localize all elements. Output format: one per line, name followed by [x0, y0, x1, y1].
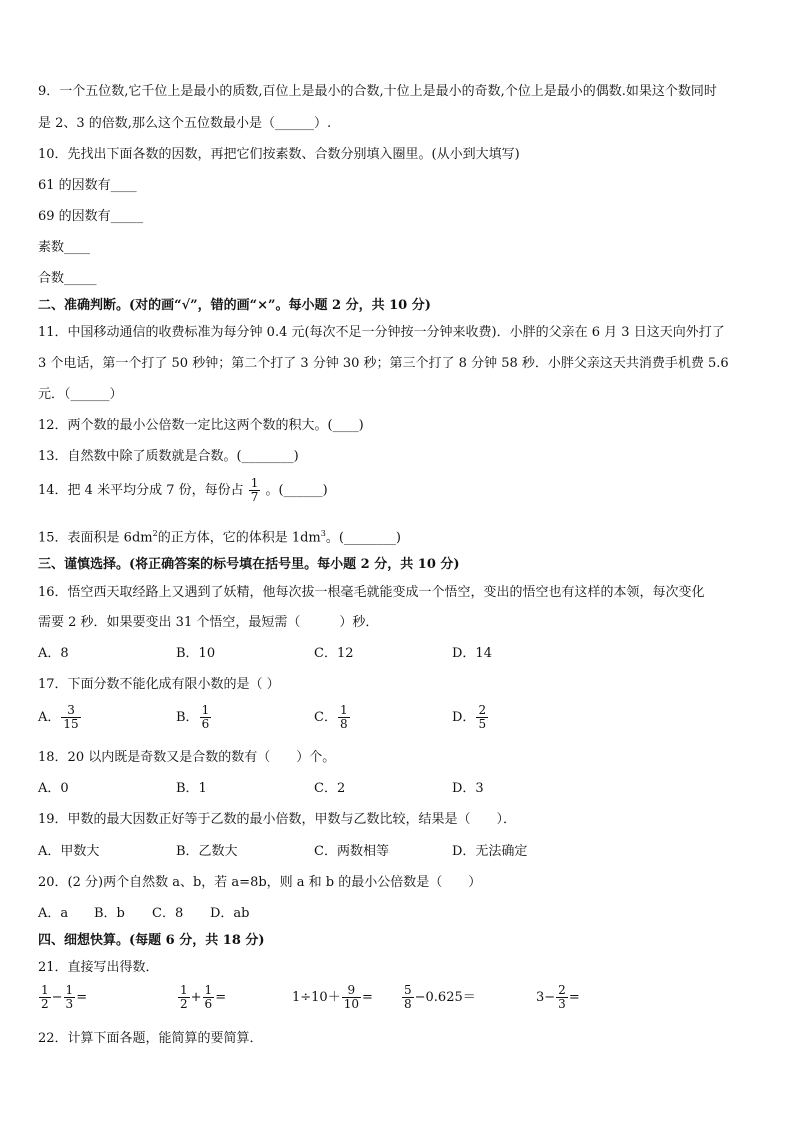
frac-num: 1 — [204, 983, 213, 997]
q21-e1-eq: = — [76, 990, 88, 1005]
q21-e1-op: − — [51, 990, 63, 1005]
frac-den: 3 — [65, 997, 74, 1011]
q19-option-d: D．无法确定 — [452, 844, 528, 859]
q14-frac-den: 7 — [250, 490, 259, 504]
q19-option-b: B．乙数大 — [176, 844, 238, 859]
q22-text: 22．计算下面各题，能简算的要简算． — [38, 1031, 263, 1046]
q16-line2: 需要 2 秒．如果要变出 31 个悟空，最短需（ ）秒． — [38, 615, 379, 630]
frac-num: 1 — [201, 703, 210, 717]
frac-den: 10 — [343, 997, 359, 1011]
q21-e1-frac-a — [39, 984, 51, 1011]
frac-den: 6 — [201, 717, 210, 731]
q19-option-a: A．甲数大 — [38, 844, 100, 859]
q9-line2: 是 2、3 的倍数,那么这个五位数最小是（______）. — [38, 116, 332, 131]
q12-text: 12．两个数的最小公倍数一定比这两个数的积大。(____) — [38, 418, 364, 433]
q15-mid: 的正方体，它的体积是 1dm — [157, 530, 321, 546]
q16-option-d: D．14 — [452, 646, 492, 661]
q11-line1: 11．中国移动通信的收费标准为每分钟 0.4 元(每次不足一分钟按一分钟来收费)．小胖的父亲在 6 月 3 日这天向外打了 — [38, 325, 725, 340]
q16-line1: 16．悟空西天取经路上又遇到了妖精，他每次拔一根毫毛就能变成一个悟空，变出的悟空也有这样的本领，每次变化 — [38, 585, 705, 600]
q17-option-b — [176, 704, 212, 731]
q14 — [38, 476, 328, 506]
q20-option-c: C．8 — [152, 906, 184, 921]
q20-option-a: A．a — [38, 906, 69, 921]
frac-den: 5 — [478, 717, 487, 731]
section-4-title: 四、细想快算。(每题 6 分，共 18 分) — [38, 933, 265, 948]
q21-e3-eq: = — [362, 990, 373, 1005]
q21-e2-eq: = — [215, 990, 227, 1005]
frac-num: 1 — [65, 983, 74, 997]
q14-pre: 14．把 4 米平均分成 7 份，每份占 — [38, 483, 244, 498]
q10-factors-61: 61 的因数有____ — [38, 178, 137, 193]
q11-line3: 元．（______） — [38, 387, 123, 402]
q11-line2: 3 个电话，第一个打了 50 秒钟；第二个打了 3 分钟 30 秒；第三个打了 8 分钟 58 秒．小胖父亲这天共消费手机费 5.6 — [38, 356, 729, 371]
q10-line1: 10．先找出下面各数的因数，再把它们按素数、合数分别填入圈里。(从小到大填写) — [38, 147, 520, 162]
q19-option-c: C．两数相等 — [314, 844, 389, 859]
q16-option-c: C．12 — [314, 646, 354, 661]
q17-option-c-label: C． — [314, 710, 337, 725]
q17-option-a-fraction — [61, 704, 80, 731]
q15 — [38, 526, 401, 546]
q21-e5-frac — [556, 984, 568, 1011]
q18-text: 18．20 以内既是奇数又是合数的数有（ ）个。 — [38, 750, 336, 765]
q10-composite: 合数_____ — [38, 271, 97, 286]
q20-text: 20．(2 分)两个自然数 a、b，若 a=8b，则 a 和 b 的最小公倍数是（ ） — [38, 875, 482, 890]
frac-num: 1 — [41, 983, 49, 997]
q21-e4-frac — [402, 984, 414, 1011]
q16-option-b: B．10 — [176, 646, 216, 661]
q21-expression-3 — [292, 984, 373, 1011]
q21-expression-1 — [38, 984, 87, 1011]
q17-option-d-fraction — [476, 704, 488, 731]
q21-e2-frac-b — [203, 984, 215, 1011]
q21-e5-eq: = — [568, 990, 580, 1005]
q21-expression-2 — [177, 984, 226, 1011]
q21-e2-frac-a — [178, 984, 190, 1011]
frac-den: 6 — [204, 997, 213, 1011]
q21-text: 21．直接写出得数． — [38, 960, 159, 975]
q21-expression-5 — [536, 984, 580, 1011]
q18-option-d: D．3 — [452, 781, 484, 796]
q18-option-b: B．1 — [176, 781, 207, 796]
frac-den: 8 — [339, 717, 348, 731]
frac-num: 2 — [558, 983, 566, 997]
q21-e1-frac-b — [64, 984, 76, 1011]
frac-den: 2 — [180, 997, 188, 1011]
frac-den: 8 — [404, 997, 412, 1011]
q15-pre: 15．表面积是 6dm — [38, 530, 153, 546]
q17-option-b-fraction — [200, 704, 212, 731]
q21-e2-op: + — [190, 990, 202, 1005]
q21-expression-4 — [401, 984, 476, 1011]
q15-post: 。(________) — [325, 530, 402, 546]
q19-text: 19．甲数的最大因数正好等于乙数的最小倍数，甲数与乙数比较，结果是（ ）． — [38, 812, 517, 827]
q14-frac-num: 1 — [250, 476, 259, 490]
q17-option-b-label: B． — [176, 710, 199, 725]
q21-e3-pre: 1÷10＋ — [292, 990, 341, 1005]
frac-num: 9 — [342, 984, 361, 998]
q21-e5-pre: 3− — [536, 990, 556, 1005]
q17-option-a-label: A． — [38, 710, 61, 725]
frac-den: 2 — [41, 997, 49, 1011]
q17-option-a — [38, 704, 82, 731]
q16-option-a: A．8 — [38, 646, 69, 661]
q17-option-c — [314, 704, 351, 731]
q15-sup-3: 3 — [320, 529, 326, 538]
frac-den: 15 — [63, 717, 79, 731]
q20-option-d: D．ab — [210, 906, 250, 921]
q14-fraction — [249, 477, 261, 504]
q13-text: 13．自然数中除了质数就是合数。(________) — [38, 449, 299, 464]
q14-post: 。(______) — [265, 483, 328, 498]
q10-prime: 素数____ — [38, 240, 91, 255]
q20-option-b: B．b — [94, 906, 125, 921]
q17-option-d-label: D． — [452, 710, 476, 725]
frac-num: 1 — [339, 703, 348, 717]
q21-e4-post: −0.625＝ — [414, 990, 476, 1005]
q10-factors-69: 69 的因数有_____ — [38, 209, 144, 224]
q17-option-c-fraction — [338, 704, 350, 731]
q17-text: 17．下面分数不能化成有限小数的是（ ） — [38, 677, 280, 692]
section-2-title: 二、准确判断。(对的画“√”，错的画“×”。每小题 2 分，共 10 分) — [38, 298, 431, 313]
q21-e3-frac — [342, 984, 361, 1011]
frac-den: 3 — [558, 997, 566, 1011]
frac-num: 5 — [404, 983, 412, 997]
frac-num: 1 — [180, 983, 188, 997]
q15-sup-2: 2 — [152, 529, 158, 538]
q18-option-a: A．0 — [38, 781, 69, 796]
q18-option-c: C．2 — [314, 781, 346, 796]
frac-num: 2 — [478, 703, 487, 717]
q9-line1: 9．一个五位数,它千位上是最小的质数,百位上是最小的合数,十位上是最小的奇数,个位上是最小的偶数.如果这个数同时 — [38, 84, 717, 99]
frac-num: 3 — [61, 704, 80, 718]
section-3-title: 三、谨慎选择。(将正确答案的标号填在括号里。每小题 2 分，共 10 分) — [38, 557, 460, 572]
q17-option-d — [452, 704, 489, 731]
